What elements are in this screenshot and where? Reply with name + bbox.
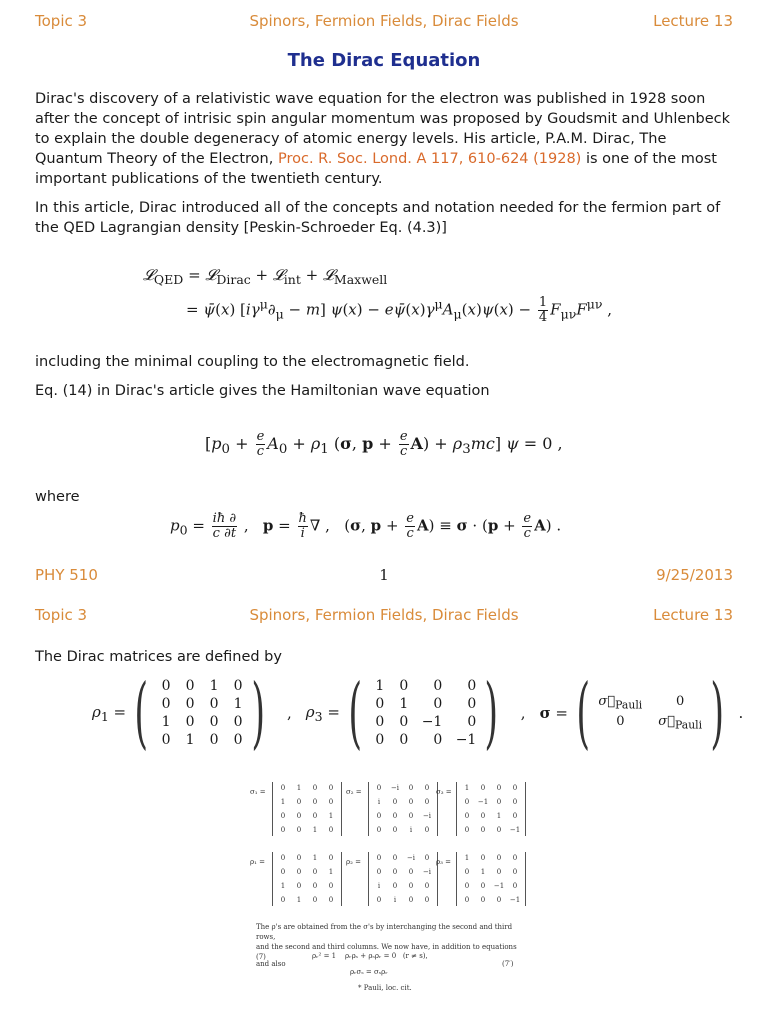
- header-subject: Spinors, Fermion Fields, Dirac Fields: [249, 606, 519, 624]
- scanned-excerpt: σ₁ = 0 1 0 0 1 0 0 0 0 0 0 1 0 0 1 0 σ₂ = 0 −i 0 0 i 0 0 0 0 0 0 −i 0 0 i 0 σ₃ = 1 0 0 0 0 −1 0 0 0 0 1 0 0 0 0 −1 ρ₁ = 0 0 1 0 0 0 0 1 1 0 0 0 0 1 0 0 ρ₂ = 0 0 −i 0 0 0 0 −i i 0 0 0 0 i 0 0 ρ₃ = 1 0 0 0 0 1 0 0 0 0 −1 0 0 0 0 −1 The ρ's are obtained from the σ's by interchanging the second and third rows, and the second and third columns. We now have, in addition to equations (7) and also ρᵣ² = 1 ρᵣρₛ + ρₛρᵣ = 0 (r ≠ s), ρᵣσₛ = σₛρᵣ (7′) * Pauli, loc. cit.: [250, 780, 525, 1000]
- scan-text-line2: and the second and third columns. We now have, in addition to equations (7): [256, 943, 517, 961]
- rho3-cell-0-0: 1: [375, 678, 385, 694]
- rho1-cell-3-0: 0: [161, 732, 171, 748]
- rho1-cell-2-2: 0: [209, 714, 219, 730]
- header-subject: Spinors, Fermion Fields, Dirac Fields: [249, 12, 519, 30]
- rho1-cell-3-2: 0: [209, 732, 219, 748]
- header-lecture: Lecture 13: [653, 12, 733, 30]
- scan-text-line1: The ρ's are obtained from the σ's by interchanging the second and third rows,: [256, 923, 513, 941]
- rho3-cell-3-0: 0: [375, 732, 385, 748]
- rho1-cell-1-2: 0: [209, 696, 219, 712]
- rho3-cell-2-3: 0: [467, 714, 477, 730]
- rho1-cell-1-1: 0: [185, 696, 195, 712]
- dirac-matrices-intro: The Dirac matrices are defined by: [35, 649, 282, 665]
- intro-text-end: is one of the most important publications of the twentieth century.: [35, 151, 717, 187]
- slide1-footer: [35, 566, 733, 584]
- page-number: 1: [379, 566, 389, 584]
- intro-paragraph: [35, 89, 733, 189]
- header-topic: Topic 3: [35, 606, 88, 624]
- page-title: The Dirac Equation: [287, 50, 481, 71]
- lagrangian-equation-line2: = ψ̄(x) $[i\gamma^\mu\partial_\mu - m] \psi(x)$ − $e\psī(x)\gamma^\mu A_\mu(x)\psi(x)$ − $\frac{1}{4}$ $F_{\mu\nu}F^{\mu\nu}$ ,: [186, 295, 613, 325]
- slide1-header: [35, 12, 733, 30]
- header-topic: Topic 3: [35, 12, 88, 30]
- rho3-cell-3-2: 0: [433, 732, 443, 748]
- scan-footnote: * Pauli, loc. cit.: [358, 984, 412, 992]
- rho3-cell-2-2: −1: [421, 714, 443, 730]
- lagrangian-intro: In this article, Dirac introduced all of the concepts and notation needed for the fermion part of the QED Lagrangian density [Peskin-Schroeder Eq. (4.3)]: [35, 200, 721, 236]
- coupling-note: including the minimal coupling to the electromagnetic field.: [35, 354, 470, 370]
- rho3-cell-3-3: −1: [455, 732, 477, 748]
- scan-eq-number: (7′): [502, 960, 514, 968]
- rho1-cell-1-3: 1: [233, 696, 243, 712]
- footer-date: 9/25/2013: [656, 566, 733, 584]
- rho3-cell-1-1: 1: [399, 696, 409, 712]
- rho1-cell-0-1: 0: [185, 678, 195, 694]
- rho3-cell-2-0: 0: [375, 714, 385, 730]
- scan-and-also: and also: [256, 960, 286, 968]
- rho3-cell-2-1: 0: [399, 714, 409, 730]
- hamiltonian-equation: [$p_0$ + $\frac{e}{c}$ $A_0 + \rho_1$ (σ, p + $\frac{e}{c}$ $A) + \rho_3mc$] ψ = 0 ,: [205, 429, 563, 459]
- slide2-header: [35, 606, 733, 624]
- rho3-cell-0-2: 0: [433, 678, 443, 694]
- rho3-cell-1-0: 0: [375, 696, 385, 712]
- rho1-cell-2-0: 1: [161, 714, 171, 730]
- rho1-cell-0-2: 1: [209, 678, 219, 694]
- reference-link[interactable]: Proc. R. Soc. Lond. A 117, 610-624 (1928): [277, 151, 582, 167]
- header-lecture: Lecture 13: [653, 606, 733, 624]
- rho1-cell-0-3: 0: [233, 678, 243, 694]
- rho1-cell-2-3: 0: [233, 714, 243, 730]
- footer-course: PHY 510: [35, 566, 98, 584]
- rho1-cell-3-1: 1: [185, 732, 195, 748]
- rho3-cell-0-1: 0: [399, 678, 409, 694]
- intro-text: Dirac's discovery of a relativistic wave equation for the electron was published in 1928 soon after the concept of intrisic spin angular momentum was proposed by Goudsmit and Uhlenbeck to explain the double degeneracy of atomic energy levels. His article, P.A.M. Dirac, The Quantum Theory of the Electron,: [35, 91, 730, 167]
- rho1-cell-2-1: 0: [185, 714, 195, 730]
- rho3-cell-0-3: 0: [467, 678, 477, 694]
- hamiltonian-intro: Eq. (14) in Dirac's article gives the Hamiltonian wave equation: [35, 383, 490, 399]
- rho3-matrix: ( 1 0 0 0 0 1 0 0 0 0 −1 0 0 0 0 −1 ): [348, 668, 499, 758]
- rho1-matrix: ( 0 0 1 0 0 0 0 1 1 0 0 0 0 1 0 0 ): [134, 668, 265, 758]
- rho3-cell-1-3: 0: [467, 696, 477, 712]
- rho1-cell-3-3: 0: [233, 732, 243, 748]
- rho3-cell-1-2: 0: [433, 696, 443, 712]
- sigma-matrix: ( $\sigma⃗_{Pauli}$ 0 0 $\sigma⃗_{Pauli}$ ): [576, 668, 725, 758]
- where-label: where: [35, 489, 80, 505]
- rho3-cell-3-1: 0: [399, 732, 409, 748]
- lagrangian-equation-line1: 𝓛$_{QED}$ = 𝓛$_{Dirac}$ + 𝓛$_{int}$ + 𝓛$_{Maxwell}$: [143, 266, 388, 287]
- rho1-cell-1-0: 0: [161, 696, 171, 712]
- definitions-equation: $p_0$ = $\frac{iħ \partial}{c \partial t}$ , p = $\frac{ħ}{i}$ ∇ , (σ, p + $\frac{e}{c}$ A) ≡ σ · (p + $\frac{e}{c}$ A) .: [170, 511, 562, 541]
- dirac-matrices-equation: $\rho_1$ = ( 0 0 1 0 0 0 0 1 1 0 0 0 0 1 0 0 ) , $\rho_3$ = ( 1 0 0 0 0 1 0 0 0 0 −1 0 0 0 0 −1 ) , σ = ( $\sigma⃗_{Pauli}$ 0 0 $\sigma⃗_{Pauli}$ ) .: [92, 668, 744, 758]
- rho1-cell-0-0: 0: [161, 678, 171, 694]
